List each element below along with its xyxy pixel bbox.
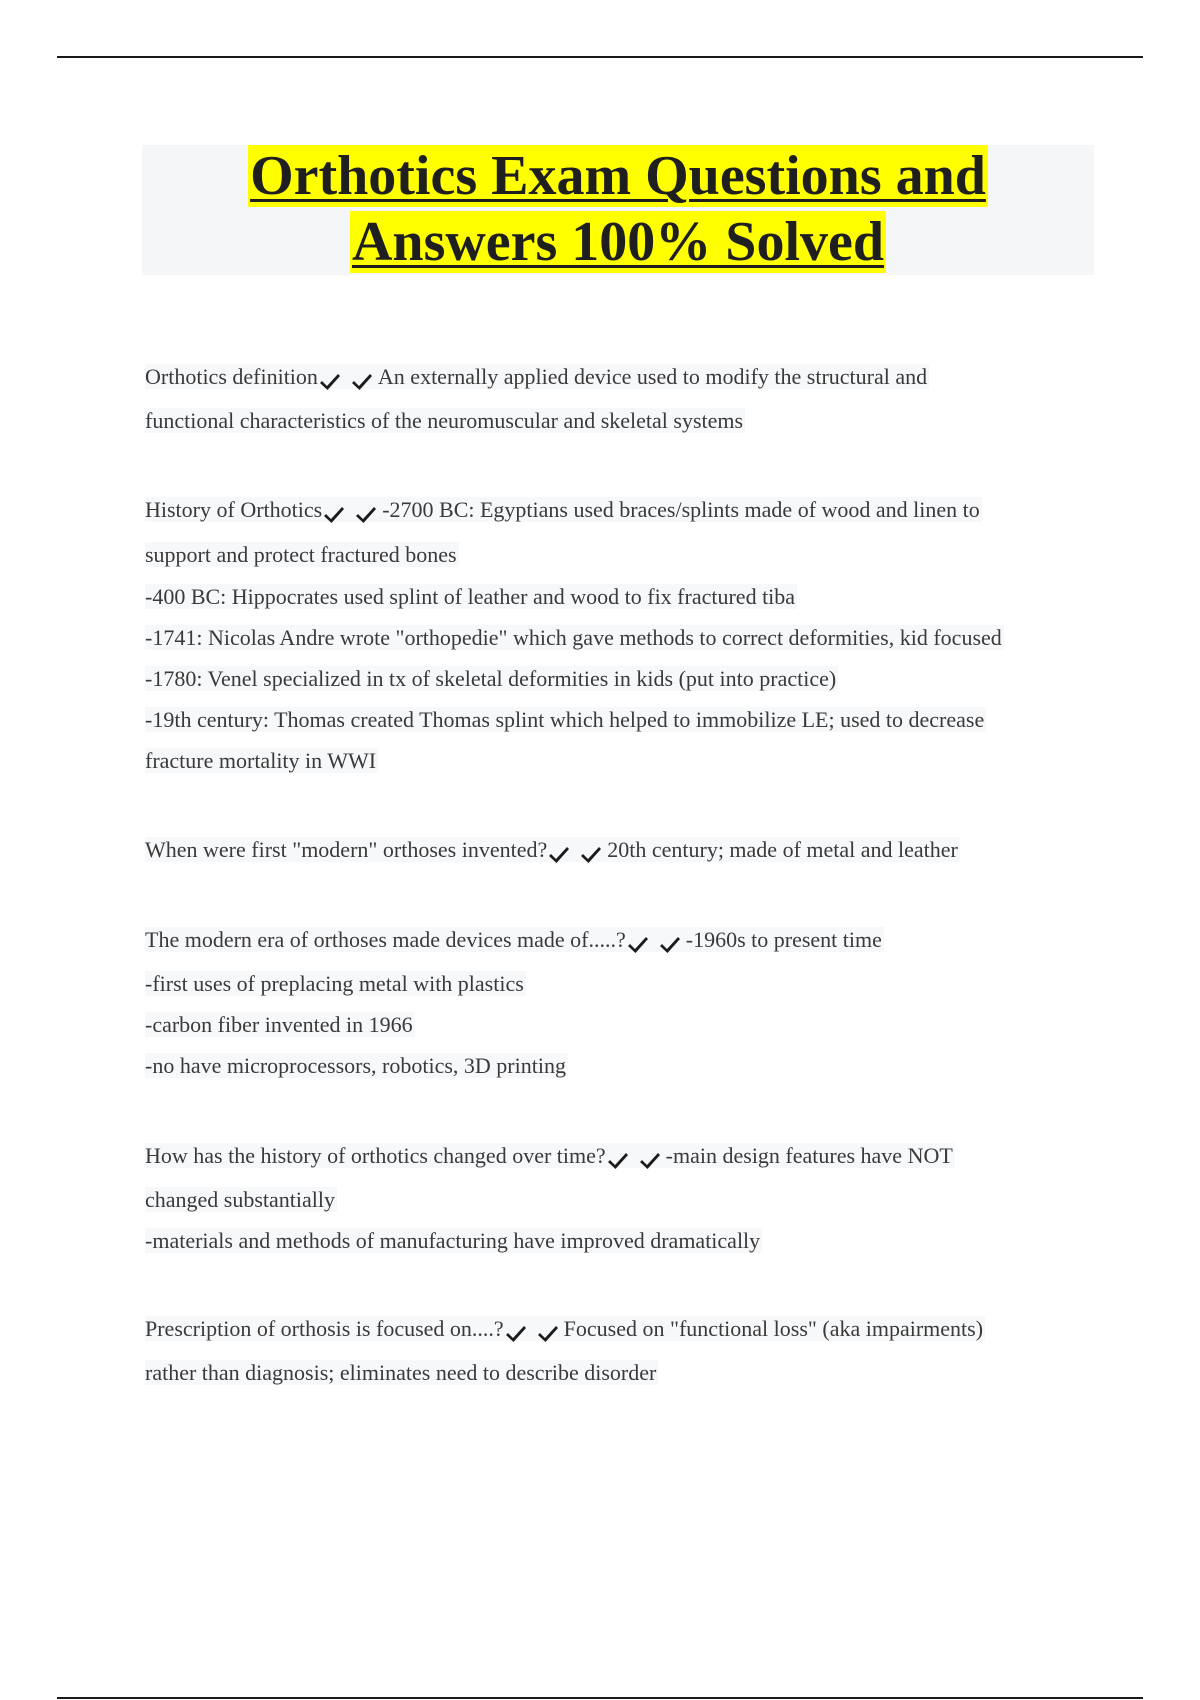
- double-check-icon: [320, 359, 374, 400]
- question-text: History of Orthotics: [145, 497, 323, 522]
- answer-continuation: -1780: Venel specialized in tx of skeletal deformities in kids (put into practice): [145, 666, 837, 691]
- answer-text: -main design features have NOT: [665, 1143, 953, 1168]
- question-text: How has the history of orthotics changed over time?: [145, 1143, 606, 1168]
- bottom-rule: [57, 1697, 1143, 1699]
- qa-line: [145, 356, 1105, 400]
- qa-line: [145, 1135, 1105, 1179]
- top-rule: [57, 56, 1143, 58]
- qa-line: [145, 1308, 1105, 1352]
- answer-continuation: functional characteristics of the neuromuscular and skeletal systems: [145, 408, 744, 433]
- answer-continuation: -400 BC: Hippocrates used splint of leather and wood to fix fractured tiba: [145, 584, 796, 609]
- question-text: Prescription of orthosis is focused on....?: [145, 1316, 504, 1341]
- qa-item-orthotics-definition: [145, 356, 1105, 441]
- answer-continuation: changed substantially: [145, 1187, 336, 1212]
- title-text-1: Orthotics Exam Questions and: [250, 145, 986, 207]
- qa-item-prescription-focus: [145, 1308, 1105, 1393]
- title-block: [142, 145, 1094, 275]
- title-text-2: Answers 100% Solved: [351, 211, 885, 273]
- page-title-line-2: [142, 211, 1094, 273]
- qa-item-history-changed: [145, 1135, 1105, 1261]
- double-check-icon: [506, 1311, 560, 1352]
- answer-text: -1960s to present time: [685, 927, 882, 952]
- answer-continuation: -carbon fiber invented in 1966: [145, 1012, 413, 1037]
- answer-continuation: rather than diagnosis; eliminates need to describe disorder: [145, 1360, 657, 1385]
- answer-text: An externally applied device used to modify the structural and: [377, 364, 928, 389]
- double-check-icon: [608, 1138, 662, 1179]
- page-title-line-1: [142, 145, 1094, 207]
- qa-item-modern-era-orthoses: [145, 919, 1105, 1086]
- qa-item-history-of-orthotics: [145, 489, 1105, 781]
- answer-continuation: -no have microprocessors, robotics, 3D printing: [145, 1053, 566, 1078]
- answer-continuation: fracture mortality in WWI: [145, 748, 377, 773]
- question-text: When were first "modern" orthoses invented?: [145, 837, 548, 862]
- double-check-icon: [628, 922, 682, 963]
- double-check-icon: [324, 492, 378, 533]
- qa-line: [145, 489, 1105, 533]
- answer-continuation: -first uses of preplacing metal with plastics: [145, 971, 524, 996]
- answer-text: -2700 BC: Egyptians used braces/splints made of wood and linen to: [382, 497, 980, 522]
- qa-line: [145, 829, 1105, 873]
- answer-continuation: -materials and methods of manufacturing have improved dramatically: [145, 1228, 761, 1253]
- double-check-icon: [549, 832, 603, 873]
- question-text: The modern era of orthoses made devices made of.....?: [145, 927, 626, 952]
- answer-text: 20th century; made of metal and leather: [607, 837, 958, 862]
- qa-item-first-modern-orthoses: [145, 829, 1105, 873]
- answer-text: Focused on "functional loss" (aka impairments): [563, 1316, 984, 1341]
- qa-line: [145, 919, 1105, 963]
- answer-continuation: -1741: Nicolas Andre wrote "orthopedie" which gave methods to correct deformities, kid focused: [145, 625, 1002, 650]
- answer-continuation: support and protect fractured bones: [145, 542, 457, 567]
- question-text: Orthotics definition: [145, 364, 318, 389]
- answer-continuation: -19th century: Thomas created Thomas splint which helped to immobilize LE; used to decrease: [145, 707, 985, 732]
